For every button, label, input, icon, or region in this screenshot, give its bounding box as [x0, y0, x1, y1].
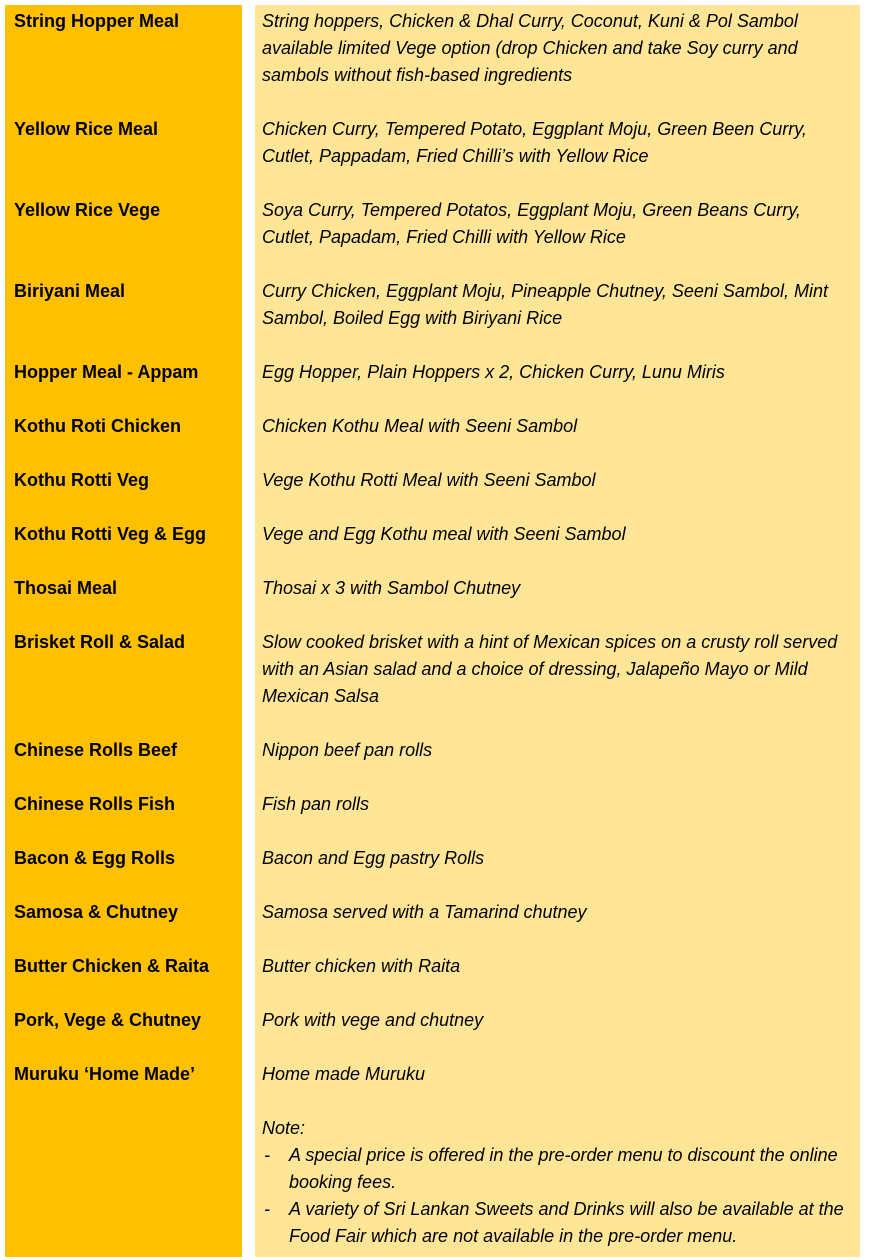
menu-item-name: Bacon & Egg Rolls — [5, 842, 242, 896]
bullet-text: A variety of Sri Lankan Sweets and Drinks will also be available at the Food Fair which are not available in the pre-order menu. — [289, 1199, 844, 1246]
menu-item-name: Yellow Rice Meal — [5, 113, 242, 194]
menu-item-name: Kothu Rotti Veg & Egg — [5, 518, 242, 572]
menu-item-name: Hopper Meal - Appam — [5, 356, 242, 410]
menu-item-name: Yellow Rice Vege — [5, 194, 242, 275]
bullet-text: A special price is offered in the pre-order menu to discount the online booking fees. — [289, 1145, 838, 1192]
note-section — [255, 1112, 860, 1257]
menu-item-name: Biriyani Meal — [5, 275, 242, 356]
menu-item-name: Kothu Rotti Veg — [5, 464, 242, 518]
menu-item-description: Nippon beef pan rolls — [255, 734, 860, 788]
menu-item-description: Bacon and Egg pastry Rolls — [255, 842, 860, 896]
menu-item-name: Chinese Rolls Beef — [5, 734, 242, 788]
menu-item-name: String Hopper Meal — [5, 5, 242, 113]
note-title: Note: — [262, 1118, 306, 1138]
menu-item-name: Samosa & Chutney — [5, 896, 242, 950]
note-left-spacer — [5, 1112, 242, 1257]
menu-item-name: Kothu Roti Chicken — [5, 410, 242, 464]
bullet-dash: - — [264, 1199, 270, 1219]
menu-item-description: Vege Kothu Rotti Meal with Seeni Sambol — [255, 464, 860, 518]
menu-item-description: Thosai x 3 with Sambol Chutney — [255, 572, 860, 626]
menu-item-description: Samosa served with a Tamarind chutney — [255, 896, 860, 950]
menu-item-description: Home made Muruku — [255, 1058, 860, 1112]
menu-item-name: Butter Chicken & Raita — [5, 950, 242, 1004]
menu-item-description: Pork with vege and chutney — [255, 1004, 860, 1058]
menu-item-name: Pork, Vege & Chutney — [5, 1004, 242, 1058]
menu-item-name: Thosai Meal — [5, 572, 242, 626]
menu-item-description: Egg Hopper, Plain Hoppers x 2, Chicken Curry, Lunu Miris — [255, 356, 860, 410]
menu-item-name: Chinese Rolls Fish — [5, 788, 242, 842]
note-bullet — [262, 1142, 850, 1196]
menu-item-description: Chicken Kothu Meal with Seeni Sambol — [255, 410, 860, 464]
menu-item-description: String hoppers, Chicken & Dhal Curry, Coconut, Kuni & Pol Sambol available limited Vege option (drop Chicken and take Soy curry and sambols without fish-based ingredients — [255, 5, 860, 113]
bullet-dash: - — [264, 1145, 270, 1165]
menu-item-description: Soya Curry, Tempered Potatos, Eggplant Moju, Green Beans Curry, Cutlet, Papadam, Fried Chilli with Yellow Rice — [255, 194, 860, 275]
menu-item-name: Muruku ‘Home Made’ — [5, 1058, 242, 1112]
note-bullet — [262, 1196, 850, 1250]
menu-item-description: Butter chicken with Raita — [255, 950, 860, 1004]
menu-item-description: Chicken Curry, Tempered Potato, Eggplant Moju, Green Been Curry, Cutlet, Pappadam, Fried Chilli’s with Yellow Rice — [255, 113, 860, 194]
menu-item-description: Vege and Egg Kothu meal with Seeni Sambol — [255, 518, 860, 572]
menu-table — [5, 5, 879, 1257]
menu-item-description: Curry Chicken, Eggplant Moju, Pineapple Chutney, Seeni Sambol, Mint Sambol, Boiled Egg with Biriyani Rice — [255, 275, 860, 356]
menu-item-description: Fish pan rolls — [255, 788, 860, 842]
note-bullets — [262, 1142, 850, 1250]
menu-item-description: Slow cooked brisket with a hint of Mexican spices on a crusty roll served with an Asian salad and a choice of dressing, Jalapeño Mayo or Mild Mexican Salsa — [255, 626, 860, 734]
menu-item-name: Brisket Roll & Salad — [5, 626, 242, 734]
